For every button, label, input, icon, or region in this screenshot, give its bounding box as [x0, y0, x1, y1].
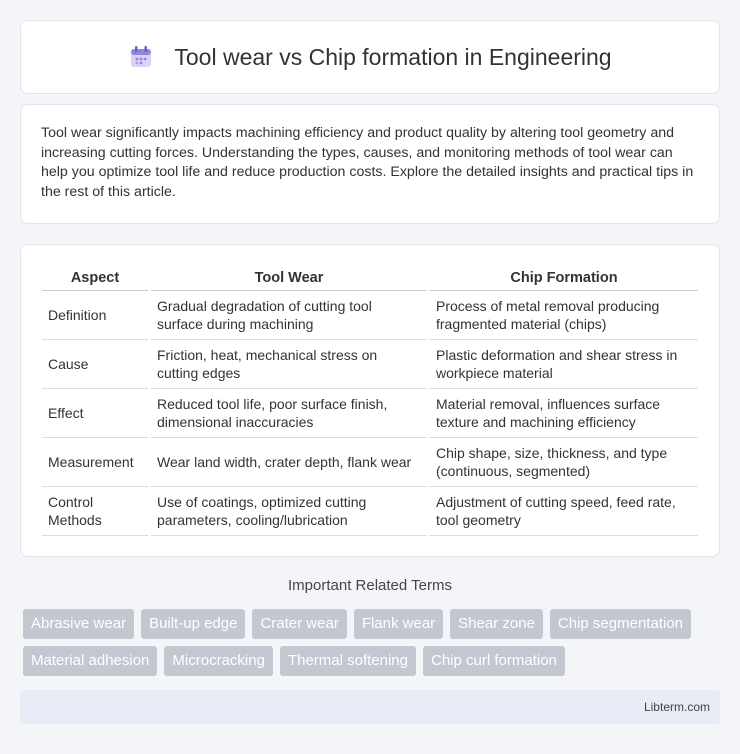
- table-header-row: [42, 265, 698, 291]
- footer-site-link[interactable]: Libterm.com: [643, 700, 710, 714]
- row-chip-formation: Material removal, influences surface texture and machining efficiency: [430, 389, 698, 438]
- row-chip-formation: Chip shape, size, thickness, and type (continuous, segmented): [430, 438, 698, 487]
- tag-material-adhesion[interactable]: Material adhesion: [23, 646, 157, 676]
- comparison-table: [39, 265, 701, 536]
- tag-abrasive-wear[interactable]: Abrasive wear: [23, 609, 134, 639]
- row-chip-formation: Plastic deformation and shear stress in workpiece material: [430, 340, 698, 389]
- table-row: [42, 291, 698, 340]
- tag-shear-zone[interactable]: Shear zone: [450, 609, 543, 639]
- tag-crater-wear[interactable]: Crater wear: [252, 609, 346, 639]
- table-row: [42, 389, 698, 438]
- footer: [20, 690, 720, 724]
- row-tool-wear: Reduced tool life, poor surface finish, dimensional inaccuracies: [151, 389, 427, 438]
- tag-flank-wear[interactable]: Flank wear: [354, 609, 443, 639]
- tag-built-up-edge[interactable]: Built-up edge: [141, 609, 245, 639]
- intro-text: Tool wear significantly impacts machining efficiency and product quality by altering tool geometry and increasing cutting forces. Understanding the types, causes, and monitoring methods of tool wear can help you optimize tool life and reduce production costs. Explore the detailed insights and practical tips in the rest of this article.: [41, 125, 694, 200]
- table-row: [42, 438, 698, 487]
- tag-chip-curl-formation[interactable]: Chip curl formation: [423, 646, 565, 676]
- title-card: [20, 20, 720, 94]
- row-aspect: Definition: [42, 291, 148, 340]
- tag-thermal-softening[interactable]: Thermal softening: [280, 646, 416, 676]
- calendar-icon: [128, 44, 154, 70]
- row-aspect: Measurement: [42, 438, 148, 487]
- comparison-table-card: [20, 244, 720, 557]
- row-tool-wear: Gradual degradation of cutting tool surface during machining: [151, 291, 427, 340]
- intro-card: [20, 104, 720, 224]
- related-terms-title: Important Related Terms: [288, 577, 452, 594]
- row-aspect: Effect: [42, 389, 148, 438]
- related-terms-tags: [23, 609, 723, 683]
- row-tool-wear: Wear land width, crater depth, flank wear: [151, 438, 427, 487]
- row-aspect: Control Methods: [42, 487, 148, 536]
- tag-chip-segmentation[interactable]: Chip segmentation: [550, 609, 691, 639]
- row-aspect: Cause: [42, 340, 148, 389]
- header-chip-formation: Chip Formation: [430, 265, 698, 291]
- row-chip-formation: Adjustment of cutting speed, feed rate, tool geometry: [430, 487, 698, 536]
- table-row: [42, 487, 698, 536]
- table-row: [42, 340, 698, 389]
- page-title: Tool wear vs Chip formation in Engineering: [174, 43, 612, 70]
- row-tool-wear: Use of coatings, optimized cutting parameters, cooling/lubrication: [151, 487, 427, 536]
- row-tool-wear: Friction, heat, mechanical stress on cutting edges: [151, 340, 427, 389]
- tag-microcracking[interactable]: Microcracking: [164, 646, 273, 676]
- row-chip-formation: Process of metal removal producing fragmented material (chips): [430, 291, 698, 340]
- header-aspect: Aspect: [42, 265, 148, 291]
- header-tool-wear: Tool Wear: [151, 265, 427, 291]
